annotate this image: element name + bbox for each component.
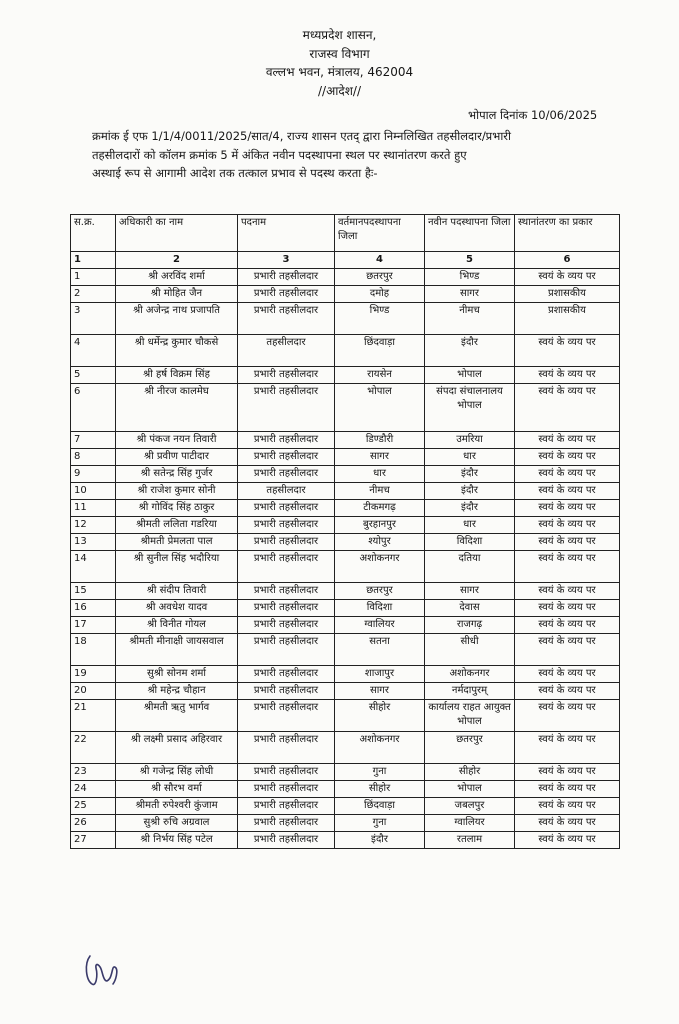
cell-designation: प्रभारी तहसीलदार <box>238 517 335 534</box>
cell-serial: 19 <box>71 666 116 683</box>
government-name: मध्यप्रदेश शासन, <box>302 28 377 42</box>
cell-current-district: इंदौर <box>335 832 425 849</box>
cell-serial: 10 <box>71 483 116 500</box>
cell-new-district: भोपाल <box>425 781 515 798</box>
cell-current-district: छिंदवाड़ा <box>335 335 425 367</box>
cell-designation: प्रभारी तहसीलदार <box>238 583 335 600</box>
cell-serial: 6 <box>71 384 116 432</box>
column-number: 2 <box>116 252 238 269</box>
cell-serial: 13 <box>71 534 116 551</box>
cell-serial: 3 <box>71 303 116 335</box>
cell-serial: 8 <box>71 449 116 466</box>
transfer-table <box>70 214 620 849</box>
cell-current-district: सागर <box>335 449 425 466</box>
cell-new-district: जबलपुर <box>425 798 515 815</box>
header-designation: पदनाम <box>238 215 335 252</box>
table-row <box>71 617 620 634</box>
cell-designation: प्रभारी तहसीलदार <box>238 466 335 483</box>
cell-transfer-type: स्वयं के व्यय पर <box>515 583 620 600</box>
table-row <box>71 551 620 583</box>
table-row <box>71 335 620 367</box>
cell-officer-name: सुश्री रुचि अग्रवाल <box>116 815 238 832</box>
cell-transfer-type: स्वयं के व्यय पर <box>515 483 620 500</box>
cell-designation: प्रभारी तहसीलदार <box>238 534 335 551</box>
cell-current-district: सागर <box>335 683 425 700</box>
intro-line-1: क्रमांक ई एफ 1/1/4/0011/2025/सात/4, राज्य शासन एतद् द्वारा निम्नलिखित तहसीलदार/प्रभारी <box>92 129 511 143</box>
column-number: 6 <box>515 252 620 269</box>
header-current-district: वर्तमानपदस्थापना जिला <box>335 215 425 252</box>
cell-new-district: संपदा संचालनालय भोपाल <box>425 384 515 432</box>
cell-new-district: दतिया <box>425 551 515 583</box>
cell-officer-name: श्रीमती ललिता गडरिया <box>116 517 238 534</box>
cell-designation: प्रभारी तहसीलदार <box>238 666 335 683</box>
cell-designation: प्रभारी तहसीलदार <box>238 303 335 335</box>
cell-new-district: राजगढ़ <box>425 617 515 634</box>
cell-transfer-type: स्वयं के व्यय पर <box>515 815 620 832</box>
cell-new-district: उमरिया <box>425 432 515 449</box>
cell-transfer-type: स्वयं के व्यय पर <box>515 683 620 700</box>
cell-current-district: बुरहानपुर <box>335 517 425 534</box>
cell-serial: 26 <box>71 815 116 832</box>
cell-officer-name: श्री अवधेश यादव <box>116 600 238 617</box>
cell-new-district: इंदौर <box>425 335 515 367</box>
cell-officer-name: श्रीमती मीनाक्षी जायसवाल <box>116 634 238 666</box>
table-row <box>71 781 620 798</box>
table-row <box>71 583 620 600</box>
cell-serial: 9 <box>71 466 116 483</box>
table-row <box>71 303 620 335</box>
cell-designation: प्रभारी तहसीलदार <box>238 781 335 798</box>
cell-officer-name: श्री हर्ष विक्रम सिंह <box>116 367 238 384</box>
cell-serial: 11 <box>71 500 116 517</box>
table-row <box>71 483 620 500</box>
cell-new-district: नर्मदापुरम् <box>425 683 515 700</box>
cell-transfer-type: स्वयं के व्यय पर <box>515 534 620 551</box>
cell-new-district: सागर <box>425 286 515 303</box>
cell-current-district: भिण्ड <box>335 303 425 335</box>
cell-current-district: गुना <box>335 815 425 832</box>
table-row <box>71 466 620 483</box>
column-number: 1 <box>71 252 116 269</box>
cell-current-district: सीहोर <box>335 781 425 798</box>
table-body <box>71 269 620 849</box>
cell-current-district: सीहोर <box>335 700 425 732</box>
column-number: 3 <box>238 252 335 269</box>
cell-transfer-type: स्वयं के व्यय पर <box>515 466 620 483</box>
order-intro <box>92 127 622 183</box>
intro-line-3: अस्थाई रूप से आगामी आदेश तक तत्काल प्रभाव से पदस्थ करता हैः- <box>92 166 378 180</box>
cell-serial: 18 <box>71 634 116 666</box>
cell-officer-name: श्री पंकज नयन तिवारी <box>116 432 238 449</box>
cell-serial: 4 <box>71 335 116 367</box>
table-row <box>71 286 620 303</box>
cell-designation: प्रभारी तहसीलदार <box>238 700 335 732</box>
transfer-table-wrap <box>70 214 620 849</box>
table-header-row <box>71 215 620 252</box>
cell-serial: 17 <box>71 617 116 634</box>
cell-current-district: डिण्डौरी <box>335 432 425 449</box>
cell-transfer-type: स्वयं के व्यय पर <box>515 832 620 849</box>
cell-new-district: इंदौर <box>425 466 515 483</box>
cell-current-district: श्योपुर <box>335 534 425 551</box>
cell-new-district: धार <box>425 517 515 534</box>
cell-officer-name: श्रीमती प्रेमलता पाल <box>116 534 238 551</box>
table-row <box>71 449 620 466</box>
cell-designation: प्रभारी तहसीलदार <box>238 798 335 815</box>
cell-designation: प्रभारी तहसीलदार <box>238 551 335 583</box>
header-transfer-type: स्थानांतरण का प्रकार <box>515 215 620 252</box>
letterhead <box>0 26 679 100</box>
cell-designation: प्रभारी तहसीलदार <box>238 732 335 764</box>
cell-officer-name: श्री मोहित जैन <box>116 286 238 303</box>
cell-current-district: छतरपुर <box>335 269 425 286</box>
column-number: 5 <box>425 252 515 269</box>
header-new-district: नवीन पदस्थापना जिला <box>425 215 515 252</box>
cell-serial: 2 <box>71 286 116 303</box>
cell-new-district: छतरपुर <box>425 732 515 764</box>
cell-designation: प्रभारी तहसीलदार <box>238 683 335 700</box>
cell-officer-name: श्री गोविंद सिंह ठाकुर <box>116 500 238 517</box>
table-row <box>71 600 620 617</box>
cell-designation: प्रभारी तहसीलदार <box>238 764 335 781</box>
intro-line-2: तहसीलदारों को कॉलम क्रमांक 5 में अंकित नवीन पदस्थापना स्थल पर स्थानांतरण करते हुए <box>92 147 467 162</box>
cell-current-district: रायसेन <box>335 367 425 384</box>
column-number: 4 <box>335 252 425 269</box>
cell-transfer-type: स्वयं के व्यय पर <box>515 700 620 732</box>
cell-new-district: सीधी <box>425 634 515 666</box>
cell-serial: 20 <box>71 683 116 700</box>
cell-designation: प्रभारी तहसीलदार <box>238 617 335 634</box>
cell-officer-name: श्री नीरज कालमेघ <box>116 384 238 432</box>
cell-designation: प्रभारी तहसीलदार <box>238 600 335 617</box>
table-row <box>71 683 620 700</box>
cell-transfer-type: प्रशासकीय <box>515 303 620 335</box>
cell-current-district: ग्वालियर <box>335 617 425 634</box>
cell-transfer-type: स्वयं के व्यय पर <box>515 449 620 466</box>
cell-designation: प्रभारी तहसीलदार <box>238 286 335 303</box>
cell-transfer-type: स्वयं के व्यय पर <box>515 732 620 764</box>
cell-transfer-type: स्वयं के व्यय पर <box>515 335 620 367</box>
cell-transfer-type: स्वयं के व्यय पर <box>515 634 620 666</box>
cell-designation: प्रभारी तहसीलदार <box>238 500 335 517</box>
cell-serial: 23 <box>71 764 116 781</box>
cell-designation: प्रभारी तहसीलदार <box>238 269 335 286</box>
cell-officer-name: श्री महेन्द्र चौहान <box>116 683 238 700</box>
cell-transfer-type: स्वयं के व्यय पर <box>515 269 620 286</box>
cell-current-district: टीकमगढ़ <box>335 500 425 517</box>
cell-serial: 16 <box>71 600 116 617</box>
cell-new-district: भिण्ड <box>425 269 515 286</box>
cell-serial: 22 <box>71 732 116 764</box>
cell-designation: प्रभारी तहसीलदार <box>238 634 335 666</box>
cell-transfer-type: स्वयं के व्यय पर <box>515 517 620 534</box>
cell-current-district: भोपाल <box>335 384 425 432</box>
cell-serial: 25 <box>71 798 116 815</box>
cell-officer-name: श्री गजेन्द्र सिंह लोधी <box>116 764 238 781</box>
cell-officer-name: श्री निर्भय सिंह पटेल <box>116 832 238 849</box>
cell-new-district: विदिशा <box>425 534 515 551</box>
cell-transfer-type: स्वयं के व्यय पर <box>515 600 620 617</box>
cell-transfer-type: प्रशासकीय <box>515 286 620 303</box>
cell-officer-name: श्रीमती रुपेश्वरी कुंजाम <box>116 798 238 815</box>
signature-icon <box>80 950 122 994</box>
table-row <box>71 534 620 551</box>
cell-serial: 5 <box>71 367 116 384</box>
cell-officer-name: श्रीमती ऋतु भार्गव <box>116 700 238 732</box>
cell-officer-name: श्री लक्ष्मी प्रसाद अहिरवार <box>116 732 238 764</box>
table-row <box>71 666 620 683</box>
cell-officer-name: सुश्री सोनम शर्मा <box>116 666 238 683</box>
cell-officer-name: श्री सौरभ वर्मा <box>116 781 238 798</box>
cell-transfer-type: स्वयं के व्यय पर <box>515 384 620 432</box>
cell-transfer-type: स्वयं के व्यय पर <box>515 764 620 781</box>
cell-current-district: दमोह <box>335 286 425 303</box>
cell-current-district: अशोकनगर <box>335 551 425 583</box>
cell-serial: 1 <box>71 269 116 286</box>
table-row <box>71 384 620 432</box>
cell-current-district: धार <box>335 466 425 483</box>
table-row <box>71 764 620 781</box>
table-row <box>71 798 620 815</box>
cell-new-district: नीमच <box>425 303 515 335</box>
cell-designation: तहसीलदार <box>238 335 335 367</box>
order-title: //आदेश// <box>318 83 361 98</box>
cell-new-district: रतलाम <box>425 832 515 849</box>
cell-current-district: सतना <box>335 634 425 666</box>
cell-current-district: छिंदवाड़ा <box>335 798 425 815</box>
cell-officer-name: श्री सतेन्द्र सिंह गुर्जर <box>116 466 238 483</box>
table-row <box>71 700 620 732</box>
table-row <box>71 269 620 286</box>
cell-serial: 24 <box>71 781 116 798</box>
cell-current-district: नीमच <box>335 483 425 500</box>
cell-new-district: इंदौर <box>425 500 515 517</box>
cell-officer-name: श्री अजेन्द्र नाथ प्रजापति <box>116 303 238 335</box>
cell-officer-name: श्री सुनील सिंह भदौरिया <box>116 551 238 583</box>
cell-serial: 15 <box>71 583 116 600</box>
header-officer-name: अधिकारी का नाम <box>116 215 238 252</box>
cell-designation: प्रभारी तहसीलदार <box>238 432 335 449</box>
table-row <box>71 500 620 517</box>
cell-serial: 27 <box>71 832 116 849</box>
cell-current-district: अशोकनगर <box>335 732 425 764</box>
office-address: वल्लभ भवन, मंत्रालय, 462004 <box>265 65 414 79</box>
cell-transfer-type: स्वयं के व्यय पर <box>515 367 620 384</box>
cell-transfer-type: स्वयं के व्यय पर <box>515 551 620 583</box>
cell-serial: 7 <box>71 432 116 449</box>
cell-current-district: छतरपुर <box>335 583 425 600</box>
cell-transfer-type: स्वयं के व्यय पर <box>515 666 620 683</box>
cell-designation: प्रभारी तहसीलदार <box>238 384 335 432</box>
cell-transfer-type: स्वयं के व्यय पर <box>515 500 620 517</box>
cell-current-district: गुना <box>335 764 425 781</box>
table-row <box>71 732 620 764</box>
order-date: भोपाल दिनांक 10/06/2025 <box>468 108 598 122</box>
cell-new-district: अशोकनगर <box>425 666 515 683</box>
cell-current-district: शाजापुर <box>335 666 425 683</box>
cell-new-district: ग्वालियर <box>425 815 515 832</box>
cell-officer-name: श्री अरविंद शर्मा <box>116 269 238 286</box>
cell-officer-name: श्री धर्मेन्द्र कुमार चौकसे <box>116 335 238 367</box>
cell-new-district: भोपाल <box>425 367 515 384</box>
cell-officer-name: श्री प्रवीण पाटीदार <box>116 449 238 466</box>
cell-designation: प्रभारी तहसीलदार <box>238 832 335 849</box>
cell-new-district: इंदौर <box>425 483 515 500</box>
cell-designation: प्रभारी तहसीलदार <box>238 449 335 466</box>
cell-officer-name: श्री राजेश कुमार सोनी <box>116 483 238 500</box>
table-row <box>71 815 620 832</box>
cell-new-district: सागर <box>425 583 515 600</box>
table-row <box>71 432 620 449</box>
cell-new-district: सीहोर <box>425 764 515 781</box>
table-row <box>71 517 620 534</box>
cell-serial: 12 <box>71 517 116 534</box>
cell-new-district: देवास <box>425 600 515 617</box>
cell-designation: प्रभारी तहसीलदार <box>238 367 335 384</box>
table-row <box>71 832 620 849</box>
cell-serial: 14 <box>71 551 116 583</box>
cell-officer-name: श्री संदीप तिवारी <box>116 583 238 600</box>
cell-transfer-type: स्वयं के व्यय पर <box>515 432 620 449</box>
cell-transfer-type: स्वयं के व्यय पर <box>515 781 620 798</box>
table-row <box>71 634 620 666</box>
cell-designation: प्रभारी तहसीलदार <box>238 815 335 832</box>
department-name: राजस्व विभाग <box>309 46 370 61</box>
header-serial: स.क्र. <box>71 215 116 252</box>
cell-transfer-type: स्वयं के व्यय पर <box>515 798 620 815</box>
cell-designation: तहसीलदार <box>238 483 335 500</box>
column-number-row <box>71 252 620 269</box>
cell-new-district: कार्यालय राहत आयुक्त भोपाल <box>425 700 515 732</box>
cell-transfer-type: स्वयं के व्यय पर <box>515 617 620 634</box>
cell-officer-name: श्री विनीत गोयल <box>116 617 238 634</box>
cell-serial: 21 <box>71 700 116 732</box>
cell-current-district: विदिशा <box>335 600 425 617</box>
table-row <box>71 367 620 384</box>
cell-new-district: धार <box>425 449 515 466</box>
